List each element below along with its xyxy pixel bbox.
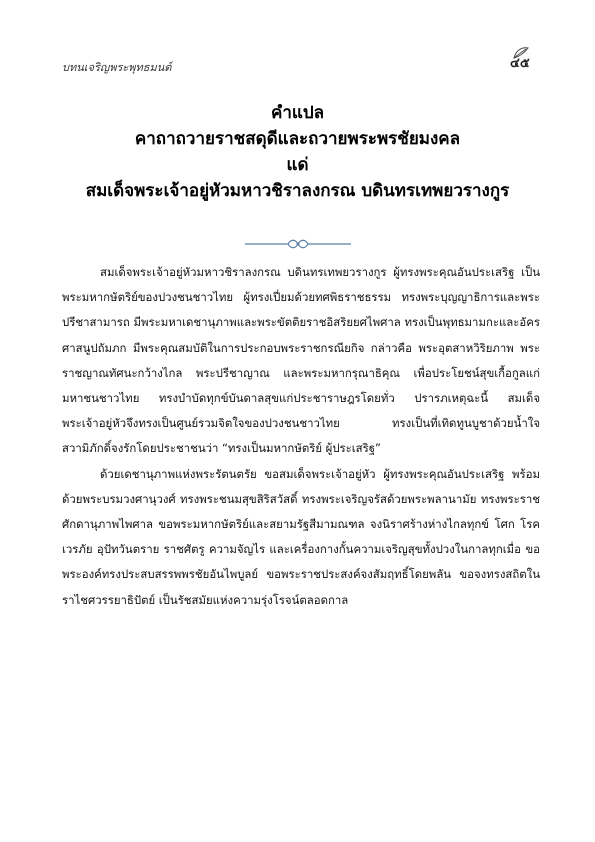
title-verse: คาถาถวายราชสดุดีและถวายพระพรชัยมงคล bbox=[134, 129, 461, 149]
paragraph-2: ด้วยเดชานุภาพแห่งพระรัตนตรัย ขอสมเด็จพระเจ้าอยู่หัว ผู้ทรงพระคุณอันประเสริฐ พร้อมด้วยพระบรมวงศานุวงศ์ ทรงพระชนมสุขสิริสวัสดิ์ ทรงพระเจริญจรัสด้วยพระพลานามัย ทรงพระราชศักดานุภาพไพศาล ขอพระมหากษัตริย์และสยามรัฐสีมามณฑล จงนิราศร้างห่างไกลทุกข์ โศก โรค เวรภัย อุปัทวันตราย ราชศัตรู ความจัญไร และเครื่องกางกั้นความเจริญสุขทั้งปวงในกาลทุกเมื่อ ขอพระองค์ทรงประสบสรรพพรชัยอันไพบูลย์ ขอพระราชประสงค์จงสัมฤทธิ์โดยพลัน ขอจงทรงสถิตในราไชศวรรยาธิปัตย์ เป็นรัชสมัยแห่งความรุ่งโรจน์ตลอดกาล bbox=[62, 466, 540, 607]
page-number: ๔๕ bbox=[510, 56, 530, 71]
title-king: สมเด็จพระเจ้าอยู่หัวมหาวชิราลงกรณ บดินทรเทพยวรางกูร bbox=[85, 181, 510, 201]
paragraph-1: สมเด็จพระเจ้าอยู่หัวมหาวชิราลงกรณ บดินทรเทพยวรางกูร ผู้ทรงพระคุณอันประเสริฐ เป็นพระมหากษัตริย์ของปวงชนชาวไทย ผู้ทรงเปี่ยมด้วยทศพิธราชธรรม ทรงพระบุญญาธิการและพระปรีชาสามารถ มีพระมหาเดชานุภาพและพระขัตติยราชอิสริยยศไพศาล ทรงเป็นพุทธมามกะและอัครศาสนูปถัมภก มีพระคุณสมบัติในการประกอบพระราชกรณียกิจ กล่าวคือ พระอุตสาหวิริยภาพ พระราชญาณทัศนะกว้างไกล พระปรีชาญาณ และพระมหากรุณาธิคุณ เพื่อประโยชน์สุขเกื้อกูลแก่มหาชนชาวไทย ทรงบำบัดทุกข์บันดาลสุขแก่ประชาราษฎรโดยทั่ว ปรารภเหตุฉะนี้ สมเด็จพระเจ้าอยู่หัวจึงทรงเป็นศูนย์รวมจิตใจของปวงชนชาวไทย ทรงเป็นที่เทิดทูนบูชาด้วยน้ำใจสวามิภักดิ์จงรักโดยประชาชนว่า “ทรงเป็นมหากษัตริย์ ผู้ประเสริฐ” bbox=[62, 265, 540, 456]
body-text bbox=[62, 260, 540, 613]
title-to: แด่ bbox=[286, 155, 309, 175]
title-translation: คำแปล bbox=[270, 103, 325, 123]
title-block bbox=[40, 100, 555, 204]
running-header: บทนเจริญพระพุทธมนต์ bbox=[62, 61, 172, 74]
ornamental-divider bbox=[243, 238, 353, 250]
